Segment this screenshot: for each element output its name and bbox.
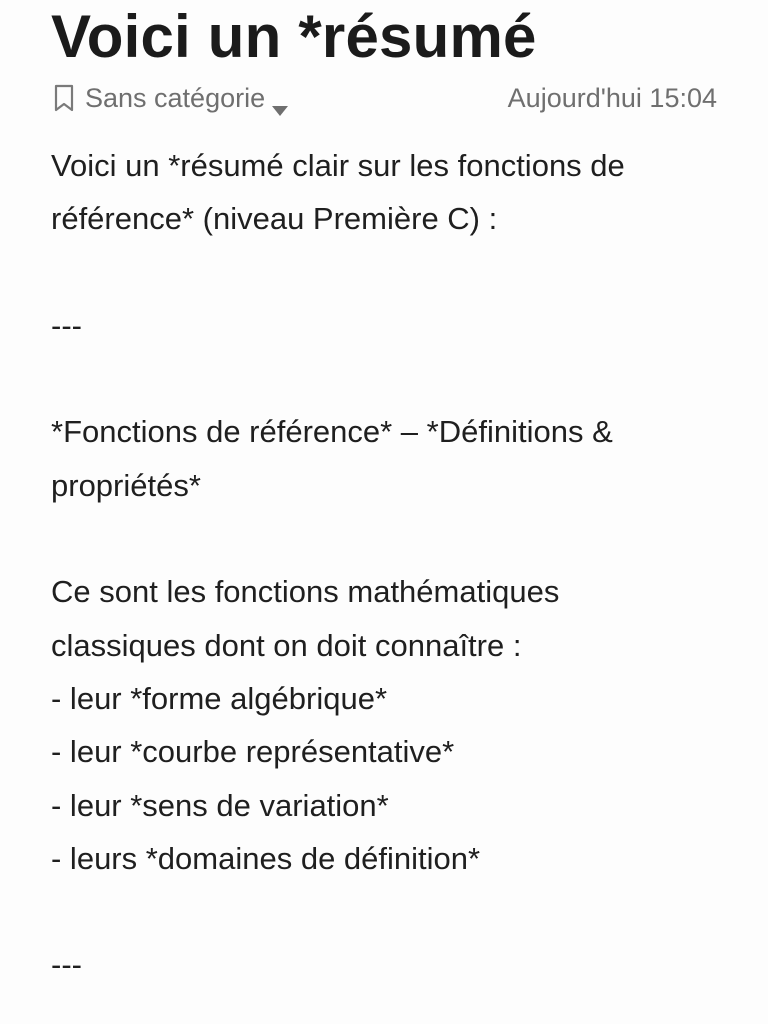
note-title[interactable]: Voici un *résumé: [51, 3, 537, 70]
body-heading: *Fonctions de référence* – *Définitions &: [51, 414, 613, 450]
body-heading: propriétés*: [51, 467, 201, 503]
body-line: [51, 246, 731, 299]
list-item: - leur *forme algébrique*: [51, 680, 388, 716]
body-line: [51, 885, 731, 938]
note-body[interactable]: [51, 139, 731, 992]
body-divider: ---: [51, 307, 82, 343]
category-selector[interactable]: [51, 78, 289, 118]
list-item: - leur *courbe représentative*: [51, 734, 455, 770]
note-meta-row: [51, 78, 717, 118]
bookmark-icon: [51, 83, 77, 113]
body-line: Ce sont les fonctions mathématiques: [51, 574, 560, 610]
caret-down-icon[interactable]: [271, 93, 289, 105]
list-item: - leurs *domaines de définition*: [51, 840, 481, 876]
note-timestamp: Aujourd'hui 15:04: [507, 83, 717, 113]
body-line: [51, 352, 731, 405]
body-divider: ---: [51, 947, 82, 983]
body-line: classiques dont on doit connaître :: [51, 627, 522, 663]
category-label: Sans catégorie: [85, 82, 266, 113]
body-line: [51, 512, 731, 565]
body-line: Voici un *résumé clair sur les fonctions de: [51, 148, 625, 183]
list-item: - leur *sens de variation*: [51, 787, 389, 823]
body-line: référence* (niveau Première C) :: [51, 201, 498, 237]
